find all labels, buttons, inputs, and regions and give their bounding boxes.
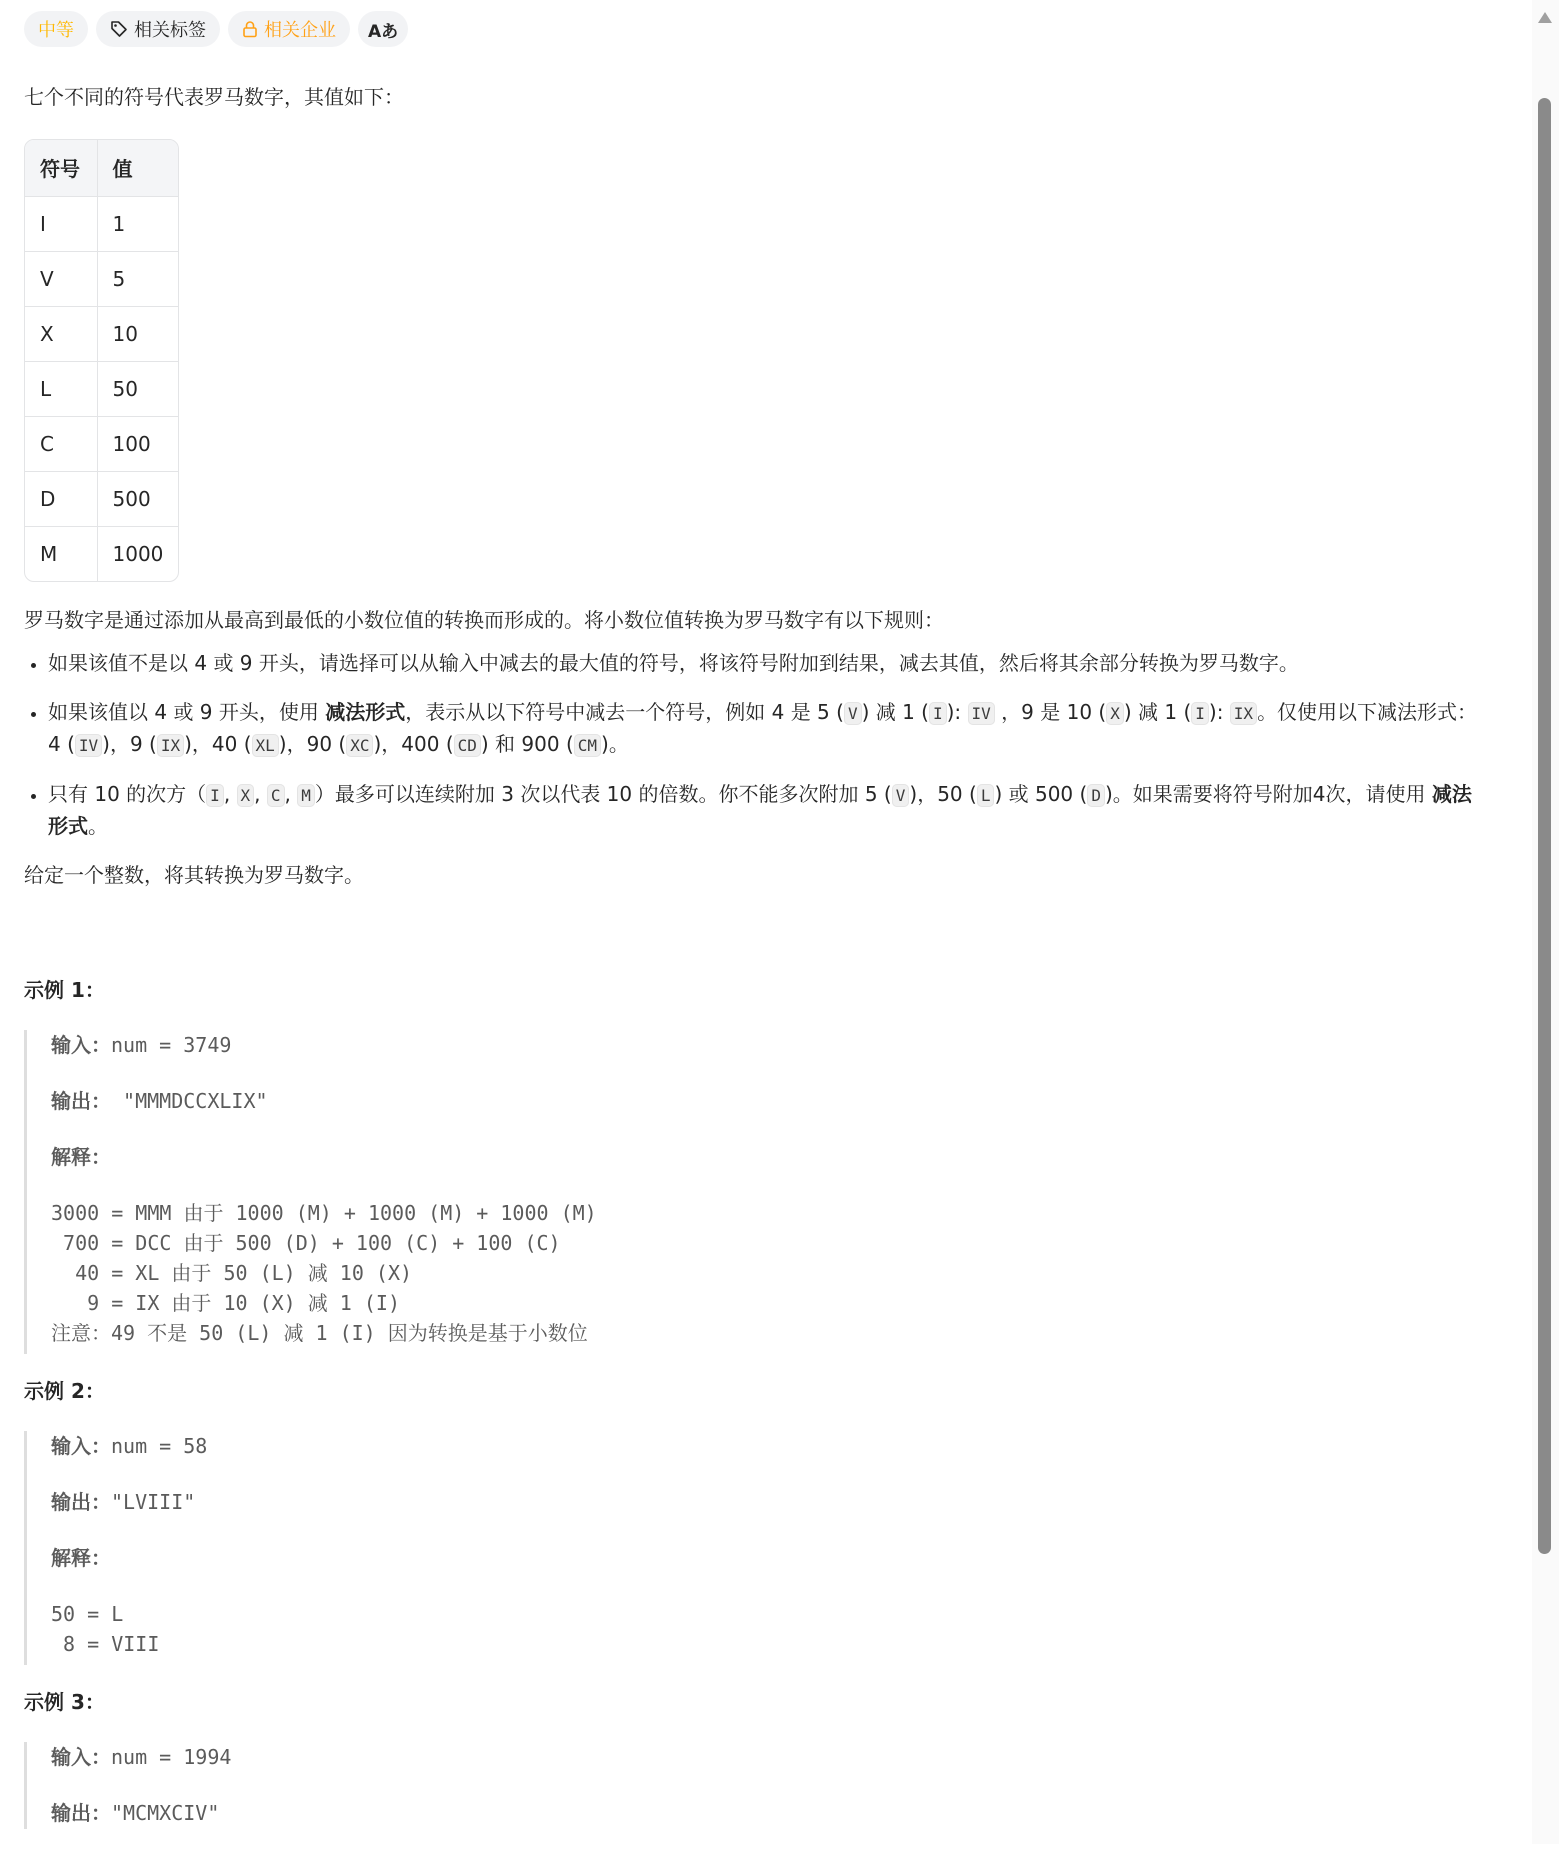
task-text: 给定一个整数，将其转换为罗马数字。 xyxy=(24,863,364,887)
rule-text: )，40 ( xyxy=(184,732,252,756)
table-header-row xyxy=(25,140,178,196)
rule-text: ): xyxy=(1208,700,1230,724)
input-label: 输入： xyxy=(51,1745,111,1769)
rule-text: ): xyxy=(946,700,968,724)
rules-list xyxy=(24,648,1479,842)
header-symbol: 符号 xyxy=(25,140,97,196)
table-row xyxy=(25,196,178,251)
lock-icon xyxy=(242,20,258,38)
example-3-title: 示例 3： xyxy=(24,1690,105,1714)
rule-text: 。 xyxy=(88,814,108,838)
output-value: "LVIII" xyxy=(111,1490,196,1514)
inline-code: X xyxy=(237,784,255,807)
table-cell: 500 xyxy=(97,471,178,526)
inline-code: CD xyxy=(454,734,481,757)
vertical-scrollbar[interactable] xyxy=(1532,0,1559,1844)
example-3-block xyxy=(24,1742,1479,1829)
inline-code: I xyxy=(206,784,224,807)
example-1-title: 示例 1： xyxy=(24,978,105,1002)
scrollbar-thumb[interactable] xyxy=(1538,98,1551,1554)
rule-text: ，表示从以下符号中减去一个符号，例如 4 是 5 ( xyxy=(405,700,844,724)
problem-description xyxy=(24,10,1479,1854)
rule-text: )，90 ( xyxy=(278,732,347,756)
table-row xyxy=(25,416,178,471)
example-output xyxy=(51,1487,1479,1518)
example-2-block xyxy=(24,1431,1479,1665)
tag-row xyxy=(24,10,1479,48)
rule-text: )，400 ( xyxy=(373,732,454,756)
inline-code: C xyxy=(267,784,285,807)
rule-text: )，9 ( xyxy=(102,732,157,756)
inline-code: IV xyxy=(75,734,102,757)
inline-code: M xyxy=(297,784,315,807)
explain-label: 解释： xyxy=(51,1145,111,1169)
inline-code: V xyxy=(892,784,910,807)
table-cell: M xyxy=(25,526,97,581)
rule-text: , xyxy=(223,782,237,806)
inline-code: CM xyxy=(574,734,601,757)
rule-item xyxy=(48,779,1479,842)
subtractive-form-bold: 减法形式 xyxy=(325,700,406,724)
inline-code: IX xyxy=(1230,702,1257,725)
inline-code: I xyxy=(929,702,947,725)
example-output xyxy=(51,1086,1479,1117)
rule-text: ) 减 1 ( xyxy=(861,700,929,724)
rule-item xyxy=(48,648,1479,679)
table-row xyxy=(25,361,178,416)
scroll-up-arrow-icon[interactable] xyxy=(1538,12,1552,23)
inline-code: I xyxy=(1191,702,1209,725)
output-label: 输出： xyxy=(51,1801,111,1825)
inline-code: D xyxy=(1087,784,1105,807)
inline-code: X xyxy=(1106,702,1124,725)
input-value: num = 58 xyxy=(111,1434,208,1458)
difficulty-badge[interactable]: 中等 xyxy=(24,11,88,47)
subtractive-form-bold: 减法形式 xyxy=(48,782,1472,838)
example-input xyxy=(51,1431,1479,1462)
rule-text: 只有 10 的次方（ xyxy=(48,782,207,806)
input-value: num = 1994 xyxy=(111,1745,232,1769)
topics-tag-button[interactable] xyxy=(96,11,220,47)
rule-text: ) 减 1 ( xyxy=(1123,700,1192,724)
inline-code: XC xyxy=(346,734,373,757)
example-explain xyxy=(51,1543,1479,1574)
rules-intro-text: 罗马数字是通过添加从最高到最低的小数位值的转换而形成的。将小数位值转换为罗马数字有以下规则： xyxy=(24,608,944,632)
inline-code: IV xyxy=(968,702,995,725)
rule-text: 如果该值不是以 4 或 9 开头，请选择可以从输入中减去的最大值的符号，将该符号附加到结果，减去其值，然后将其余部分转换为罗马数字。 xyxy=(48,651,1299,675)
input-label: 输入： xyxy=(51,1033,111,1057)
example-explain xyxy=(51,1142,1479,1173)
rule-text: 。仅使用以下减法形式：4 ( xyxy=(48,700,1478,756)
table-cell: D xyxy=(25,471,97,526)
rule-text: , xyxy=(284,782,298,806)
table-cell: 100 xyxy=(97,416,178,471)
example-1-block xyxy=(24,1030,1479,1354)
table-cell: 1 xyxy=(97,196,178,251)
rule-text: ）最多可以连续附加 3 次以代表 10 的倍数。你不能多次附加 5 ( xyxy=(314,782,892,806)
explain-label: 解释： xyxy=(51,1546,111,1570)
inline-code: L xyxy=(977,784,995,807)
header-value: 值 xyxy=(97,140,178,196)
companies-tag-label: 相关企业 xyxy=(264,20,336,41)
rule-text: ) 或 500 ( xyxy=(994,782,1088,806)
example-2-title: 示例 2： xyxy=(24,1379,105,1403)
input-value: num = 3749 xyxy=(111,1033,232,1057)
table-cell: V xyxy=(25,251,97,306)
rule-text: ，9 是 10 ( xyxy=(994,700,1107,724)
example-input xyxy=(51,1742,1479,1773)
rule-text: )，50 ( xyxy=(909,782,977,806)
rule-text: )。 xyxy=(601,732,629,756)
input-label: 输入： xyxy=(51,1434,111,1458)
rule-text: ) 和 900 ( xyxy=(480,732,574,756)
output-value: "MMMDCCXLIX" xyxy=(111,1089,268,1113)
output-value: "MCMXCIV" xyxy=(111,1801,220,1825)
inline-code: XL xyxy=(252,734,279,757)
table-row xyxy=(25,251,178,306)
table-cell: L xyxy=(25,361,97,416)
tag-icon xyxy=(110,20,128,38)
companies-tag-button[interactable] xyxy=(228,11,350,47)
topics-tag-label: 相关标签 xyxy=(134,20,206,41)
example-input xyxy=(51,1030,1479,1061)
output-label: 输出： xyxy=(51,1490,111,1514)
rule-text: )。如果需要将符号附加4次，请使用 xyxy=(1104,782,1432,806)
intro-text: 七个不同的符号代表罗马数字，其值如下： xyxy=(24,85,404,109)
example-output xyxy=(51,1798,1479,1829)
table-cell: 10 xyxy=(97,306,178,361)
table-row xyxy=(25,526,178,581)
table-cell: 1000 xyxy=(112,541,164,566)
explanation-text: 3000 = MMM 由于 1000 (M) + 1000 (M) + 1000 (M) 700 = DCC 由于 500 (D) + 100 (C) + 100 (C) 40 = XL 由于 50 (L) 减 10 (X) 9 = IX 由于 10 (X) 减 1 (I) 注意：49 不是 50 (L) 减 1 (I) 因为转换是基于小数位 xyxy=(51,1201,597,1345)
inline-code: V xyxy=(844,702,862,725)
table-cell: C xyxy=(25,416,97,471)
table-cell: I xyxy=(25,196,97,251)
translate-icon: Aあ xyxy=(368,21,399,42)
explanation-text: 50 = L 8 = VIII xyxy=(51,1602,160,1656)
table-cell: 50 xyxy=(97,361,178,416)
rule-text: , xyxy=(254,782,267,806)
translate-button[interactable] xyxy=(358,11,408,47)
symbol-value-table xyxy=(24,139,179,582)
rule-text: 如果该值以 4 或 9 开头，使用 xyxy=(48,700,326,724)
table-row xyxy=(25,471,178,526)
rule-item xyxy=(48,697,1479,761)
inline-code: IX xyxy=(157,734,184,757)
table-cell: 5 xyxy=(97,251,178,306)
table-row xyxy=(25,306,178,361)
output-label: 输出： xyxy=(51,1089,111,1113)
table-cell: X xyxy=(25,306,97,361)
